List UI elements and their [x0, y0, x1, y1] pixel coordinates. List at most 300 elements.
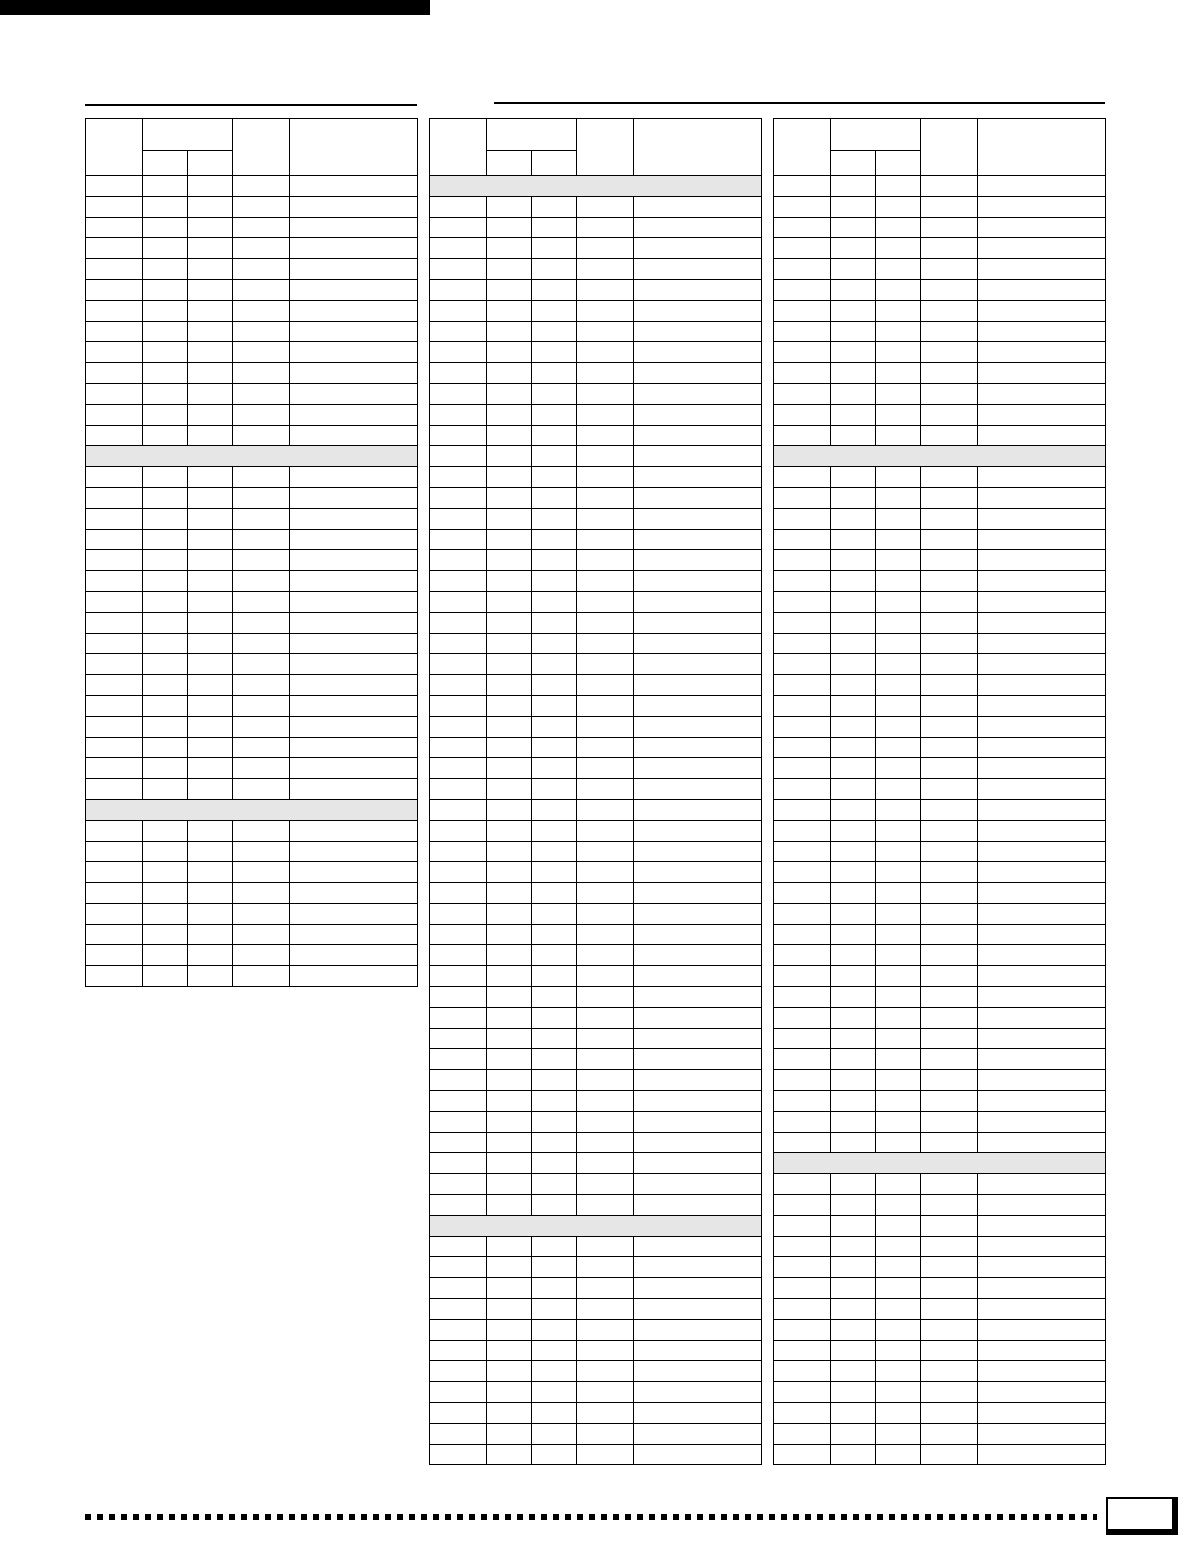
table-cell — [532, 508, 577, 529]
table-cell — [978, 279, 1106, 300]
table-cell — [876, 1070, 921, 1091]
table-row — [774, 529, 1106, 550]
table-cell — [233, 487, 290, 508]
table-cell — [921, 758, 978, 779]
table-cell — [577, 404, 634, 425]
table-cell — [532, 675, 577, 696]
table-cell — [487, 716, 532, 737]
table-cell — [577, 862, 634, 883]
table-cell — [831, 1195, 876, 1216]
table-cell — [86, 695, 143, 716]
table-cell — [233, 903, 290, 924]
table-cell — [921, 1049, 978, 1070]
table-cell — [143, 903, 188, 924]
table-cell — [921, 487, 978, 508]
section-header-row — [430, 1215, 762, 1236]
table-row — [774, 1444, 1106, 1465]
table-cell — [831, 695, 876, 716]
table-cell — [487, 1236, 532, 1257]
table-row — [774, 259, 1106, 280]
table-cell — [978, 1111, 1106, 1132]
table-cell — [921, 924, 978, 945]
table-cell — [532, 279, 577, 300]
table-cell — [188, 654, 233, 675]
table-cell — [233, 779, 290, 800]
table-cell — [831, 1132, 876, 1153]
table-row — [86, 321, 418, 342]
table-row — [430, 779, 762, 800]
table-cell — [774, 217, 831, 238]
table-row — [86, 404, 418, 425]
table-cell — [876, 1340, 921, 1361]
table-cell — [577, 1070, 634, 1091]
table-cell — [921, 612, 978, 633]
table-cell — [233, 404, 290, 425]
table-cell — [978, 1049, 1106, 1070]
table-cell — [577, 1195, 634, 1216]
table-row — [774, 1319, 1106, 1340]
table-cell — [430, 1257, 487, 1278]
table-cell — [532, 300, 577, 321]
table-cell — [876, 883, 921, 904]
table-row — [430, 1382, 762, 1403]
table-row — [86, 883, 418, 904]
table-cell — [831, 1444, 876, 1465]
table-cell — [831, 862, 876, 883]
table-cell — [876, 259, 921, 280]
table-cell — [831, 467, 876, 488]
table-row — [774, 1028, 1106, 1049]
table-cell — [774, 903, 831, 924]
table-cell — [143, 612, 188, 633]
table-cell — [577, 1299, 634, 1320]
table-cell — [876, 1423, 921, 1444]
table-row — [430, 363, 762, 384]
footer-dotted-line — [85, 1514, 1097, 1520]
table-cell — [774, 799, 831, 820]
table-cell — [978, 841, 1106, 862]
table-cell — [487, 1423, 532, 1444]
table-cell — [577, 467, 634, 488]
table-cell — [430, 321, 487, 342]
table-cell — [921, 259, 978, 280]
table-cell — [831, 508, 876, 529]
table-cell — [921, 1236, 978, 1257]
table-cell — [487, 903, 532, 924]
table-cell — [532, 342, 577, 363]
table-cell — [774, 383, 831, 404]
table-cell — [487, 1340, 532, 1361]
table-cell — [774, 487, 831, 508]
table-cell — [430, 924, 487, 945]
table-row — [430, 1236, 762, 1257]
table-cell — [978, 924, 1106, 945]
table-cell — [430, 1340, 487, 1361]
table-cell — [487, 383, 532, 404]
table-cell — [634, 529, 762, 550]
header-cell — [430, 119, 487, 176]
table-cell — [634, 1299, 762, 1320]
table-cell — [430, 1091, 487, 1112]
table-cell — [532, 1423, 577, 1444]
header-cell — [290, 119, 418, 176]
table-row — [86, 633, 418, 654]
table-cell — [86, 196, 143, 217]
table-cell — [188, 363, 233, 384]
table-row — [86, 716, 418, 737]
table-cell — [233, 883, 290, 904]
table-row — [430, 591, 762, 612]
table-cell — [876, 862, 921, 883]
table-cell — [577, 321, 634, 342]
table-cell — [774, 176, 831, 197]
table-row — [86, 612, 418, 633]
table-cell — [532, 1382, 577, 1403]
table-cell — [188, 300, 233, 321]
table-cell — [532, 259, 577, 280]
table-cell — [774, 425, 831, 446]
table-cell — [876, 591, 921, 612]
table-row — [86, 903, 418, 924]
table-cell — [921, 695, 978, 716]
table-row — [430, 966, 762, 987]
table-cell — [634, 779, 762, 800]
table-cell — [188, 966, 233, 987]
table-cell — [921, 1444, 978, 1465]
table-row — [774, 1111, 1106, 1132]
table-cell — [921, 883, 978, 904]
table-cell — [233, 217, 290, 238]
table-cell — [577, 924, 634, 945]
table-cell — [774, 1278, 831, 1299]
table-cell — [831, 1049, 876, 1070]
table-cell — [86, 820, 143, 841]
table-row — [86, 196, 418, 217]
table-cell — [831, 1361, 876, 1382]
table-cell — [978, 508, 1106, 529]
table-cell — [487, 758, 532, 779]
table-cell — [876, 321, 921, 342]
table-cell — [831, 675, 876, 696]
table-cell — [143, 300, 188, 321]
table-cell — [532, 758, 577, 779]
table-cell — [487, 259, 532, 280]
table-cell — [532, 363, 577, 384]
section-title-rule-left — [85, 104, 417, 106]
table-cell — [831, 571, 876, 592]
table-cell — [831, 1028, 876, 1049]
table-cell — [532, 1007, 577, 1028]
table-cell — [430, 716, 487, 737]
table-cell — [487, 508, 532, 529]
table-cell — [532, 1319, 577, 1340]
table-cell — [921, 1257, 978, 1278]
table-cell — [876, 633, 921, 654]
table-cell — [290, 279, 418, 300]
table-cell — [487, 987, 532, 1008]
table-cell — [634, 1319, 762, 1340]
table-cell — [831, 1091, 876, 1112]
table-cell — [188, 508, 233, 529]
table-cell — [86, 238, 143, 259]
table-cell — [143, 758, 188, 779]
table-cell — [577, 1049, 634, 1070]
table-cell — [143, 487, 188, 508]
table-cell — [290, 945, 418, 966]
table-row — [774, 217, 1106, 238]
section-header-cell — [774, 1153, 1106, 1174]
table-cell — [86, 259, 143, 280]
table-cell — [634, 259, 762, 280]
table-cell — [978, 404, 1106, 425]
table-cell — [86, 758, 143, 779]
table-cell — [430, 404, 487, 425]
table-cell — [188, 945, 233, 966]
table-cell — [487, 529, 532, 550]
table-cell — [876, 508, 921, 529]
table-cell — [487, 675, 532, 696]
table-cell — [143, 383, 188, 404]
table-cell — [876, 1111, 921, 1132]
table-cell — [487, 945, 532, 966]
table-cell — [634, 591, 762, 612]
table-cell — [831, 945, 876, 966]
table-cell — [290, 862, 418, 883]
table-cell — [831, 591, 876, 612]
table-row — [774, 363, 1106, 384]
table-cell — [188, 758, 233, 779]
table-cell — [233, 966, 290, 987]
table-cell — [86, 404, 143, 425]
header-cell — [831, 119, 921, 151]
table-cell — [774, 363, 831, 384]
table-row — [430, 425, 762, 446]
table-cell — [774, 633, 831, 654]
table-cell — [430, 675, 487, 696]
table-cell — [774, 862, 831, 883]
header-cell — [487, 151, 532, 176]
table-row — [774, 425, 1106, 446]
table-cell — [487, 279, 532, 300]
table-row — [774, 571, 1106, 592]
table-cell — [290, 903, 418, 924]
table-cell — [577, 1091, 634, 1112]
table-cell — [532, 1195, 577, 1216]
table-cell — [634, 675, 762, 696]
table-row — [774, 779, 1106, 800]
table-cell — [290, 259, 418, 280]
table-cell — [831, 425, 876, 446]
table-cell — [532, 945, 577, 966]
table-row — [774, 1007, 1106, 1028]
section-header-cell — [774, 446, 1106, 467]
table-cell — [921, 675, 978, 696]
table-cell — [188, 425, 233, 446]
table-cell — [487, 1091, 532, 1112]
table-cell — [774, 1319, 831, 1340]
table-cell — [86, 217, 143, 238]
table-cell — [577, 966, 634, 987]
section-header-cell — [86, 446, 418, 467]
table-cell — [233, 176, 290, 197]
table-cell — [876, 425, 921, 446]
table-cell — [774, 716, 831, 737]
table-cell — [831, 238, 876, 259]
table-cell — [774, 259, 831, 280]
table-row — [86, 176, 418, 197]
table-cell — [532, 487, 577, 508]
table-row — [774, 300, 1106, 321]
table-row — [430, 1070, 762, 1091]
table-cell — [876, 196, 921, 217]
table-cell — [532, 1340, 577, 1361]
table-cell — [634, 363, 762, 384]
header-cell — [532, 151, 577, 176]
table-cell — [290, 779, 418, 800]
table-cell — [876, 1028, 921, 1049]
table-cell — [876, 1215, 921, 1236]
table-cell — [532, 1028, 577, 1049]
table-cell — [577, 1444, 634, 1465]
table-row — [774, 508, 1106, 529]
table-cell — [921, 1195, 978, 1216]
table-cell — [143, 945, 188, 966]
table-cell — [978, 966, 1106, 987]
table-cell — [978, 1340, 1106, 1361]
table-cell — [143, 550, 188, 571]
table-cell — [430, 238, 487, 259]
table-cell — [532, 1070, 577, 1091]
header-cell — [978, 119, 1106, 176]
table-row — [430, 1299, 762, 1320]
table-cell — [233, 654, 290, 675]
table-cell — [831, 1111, 876, 1132]
table-cell — [86, 737, 143, 758]
table-cell — [86, 487, 143, 508]
table-row — [86, 571, 418, 592]
table-cell — [577, 550, 634, 571]
table-cell — [430, 508, 487, 529]
table-cell — [233, 196, 290, 217]
table-cell — [876, 675, 921, 696]
table-row — [774, 1423, 1106, 1444]
table-cell — [774, 675, 831, 696]
table-cell — [634, 1049, 762, 1070]
table-cell — [430, 1403, 487, 1424]
table-cell — [774, 1299, 831, 1320]
table-cell — [634, 1340, 762, 1361]
table-cell — [86, 841, 143, 862]
table-cell — [831, 529, 876, 550]
table-cell — [831, 404, 876, 425]
table-cell — [831, 1257, 876, 1278]
table-cell — [577, 279, 634, 300]
table-cell — [577, 300, 634, 321]
table-cell — [921, 363, 978, 384]
table-cell — [233, 924, 290, 945]
table-cell — [634, 1174, 762, 1195]
table-cell — [290, 425, 418, 446]
table-cell — [577, 1028, 634, 1049]
table-cell — [290, 737, 418, 758]
table-cell — [290, 654, 418, 675]
table-cell — [876, 737, 921, 758]
table-cell — [577, 1153, 634, 1174]
table-cell — [143, 571, 188, 592]
table-cell — [921, 1070, 978, 1091]
table-cell — [487, 612, 532, 633]
table-cell — [978, 1028, 1106, 1049]
table-row — [86, 695, 418, 716]
table-cell — [774, 404, 831, 425]
table-cell — [921, 1091, 978, 1112]
table-cell — [774, 467, 831, 488]
table-cell — [634, 467, 762, 488]
table-row — [430, 1278, 762, 1299]
table-cell — [876, 1091, 921, 1112]
table-row — [430, 862, 762, 883]
table-cell — [86, 716, 143, 737]
table-row — [86, 779, 418, 800]
table-cell — [233, 841, 290, 862]
table-cell — [290, 675, 418, 696]
table-cell — [831, 1319, 876, 1340]
table-cell — [430, 529, 487, 550]
table-cell — [634, 279, 762, 300]
table-cell — [921, 1423, 978, 1444]
table-cell — [487, 446, 532, 467]
table-cell — [233, 529, 290, 550]
table-cell — [532, 1049, 577, 1070]
table-row — [430, 217, 762, 238]
table-cell — [290, 924, 418, 945]
table-cell — [774, 695, 831, 716]
table-cell — [876, 217, 921, 238]
table-cell — [634, 1382, 762, 1403]
table-row — [430, 1257, 762, 1278]
table-cell — [774, 966, 831, 987]
table-cell — [577, 633, 634, 654]
table-cell — [430, 217, 487, 238]
table-cell — [876, 467, 921, 488]
table-row — [774, 550, 1106, 571]
table-row — [430, 883, 762, 904]
table-cell — [532, 841, 577, 862]
table-cell — [876, 1382, 921, 1403]
table-cell — [487, 404, 532, 425]
table-cell — [532, 1361, 577, 1382]
table-cell — [978, 903, 1106, 924]
table-cell — [978, 217, 1106, 238]
table-cell — [876, 716, 921, 737]
table-cell — [876, 1299, 921, 1320]
table-cell — [430, 1299, 487, 1320]
table-row — [774, 383, 1106, 404]
table-cell — [188, 321, 233, 342]
table-cell — [876, 841, 921, 862]
table-cell — [921, 467, 978, 488]
table-cell — [577, 196, 634, 217]
table-cell — [430, 841, 487, 862]
table-row — [86, 924, 418, 945]
table-cell — [430, 612, 487, 633]
table-cell — [233, 571, 290, 592]
table-cell — [876, 1361, 921, 1382]
table-cell — [774, 1028, 831, 1049]
table-cell — [978, 529, 1106, 550]
table-cell — [876, 529, 921, 550]
table-cell — [577, 987, 634, 1008]
